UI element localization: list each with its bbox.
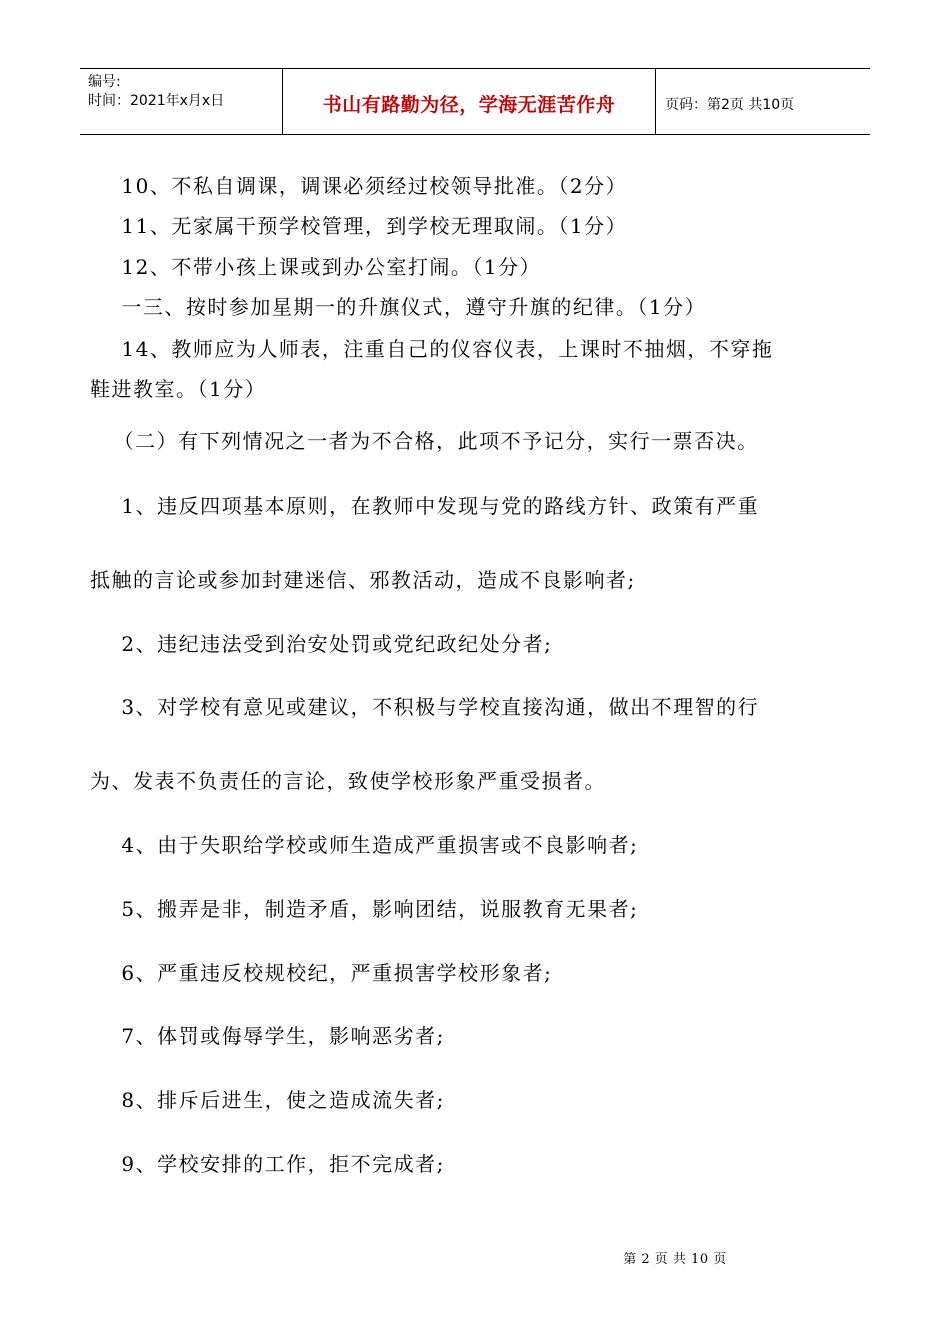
header-page-info: 页码：第2页 共10页 (665, 96, 795, 113)
body-line: 抵触的言论或参加封建迷信、邪教活动，造成不良影响者; (90, 568, 636, 592)
body-line: 3、对学校有意见或建议，不积极与学校直接沟通，做出不理智的行 (90, 695, 760, 719)
body-line: 4、由于失职给学校或师生造成严重损害或不良影响者; (90, 833, 639, 857)
body-line: 5、搬弄是非，制造矛盾，影响团结，说服教育无果者; (90, 897, 639, 921)
body-line: 10、不私自调课，调课必须经过校领导批准。（2分） (90, 174, 628, 198)
body-line: 鞋进教室。（1分） (90, 377, 267, 401)
page-footer (0, 1248, 950, 1267)
body-line: 7、体罚或侮辱学生，影响恶劣者; (90, 1024, 445, 1048)
header-meta (80, 69, 283, 134)
body-line: 9、学校安排的工作，拒不完成者; (90, 1152, 445, 1176)
page-header (80, 68, 870, 135)
body-line: 2、违纪违法受到治安处罚或党纪政纪处分者; (90, 632, 553, 656)
body-line: 14、教师应为人师表，注重自己的仪容仪表，上课时不抽烟，不穿拖 (90, 337, 774, 361)
footer-page-number: 第 2 页 共 10 页 (623, 1252, 727, 1267)
document-number-label: 编号: (88, 74, 121, 90)
header-motto: 书山有路勤为径，学海无涯苦作舟 (283, 69, 656, 134)
document-time: 时间：2021年x月x日 (88, 93, 225, 109)
body-line: （二）有下列情况之一者为不合格，此项不予记分，实行一票否决。 (90, 429, 759, 453)
body-line: 为、发表不负责任的言论，致使学校形象严重受损者。 (90, 769, 606, 793)
body-line: 1、违反四项基本原则，在教师中发现与党的路线方针、政策有严重 (90, 494, 760, 518)
body-line: 8、排斥后进生，使之造成流失者; (90, 1088, 445, 1112)
body-line: 11、无家属干预学校管理，到学校无理取闹。（1分） (90, 214, 628, 238)
body-line: 6、严重违反校规校纪，严重损害学校形象者; (90, 961, 553, 985)
body-line: 12、不带小孩上课或到办公室打闹。（1分） (90, 255, 542, 279)
body-line: 一三、按时参加星期一的升旗仪式，遵守升旗的纪律。（1分） (90, 295, 707, 319)
